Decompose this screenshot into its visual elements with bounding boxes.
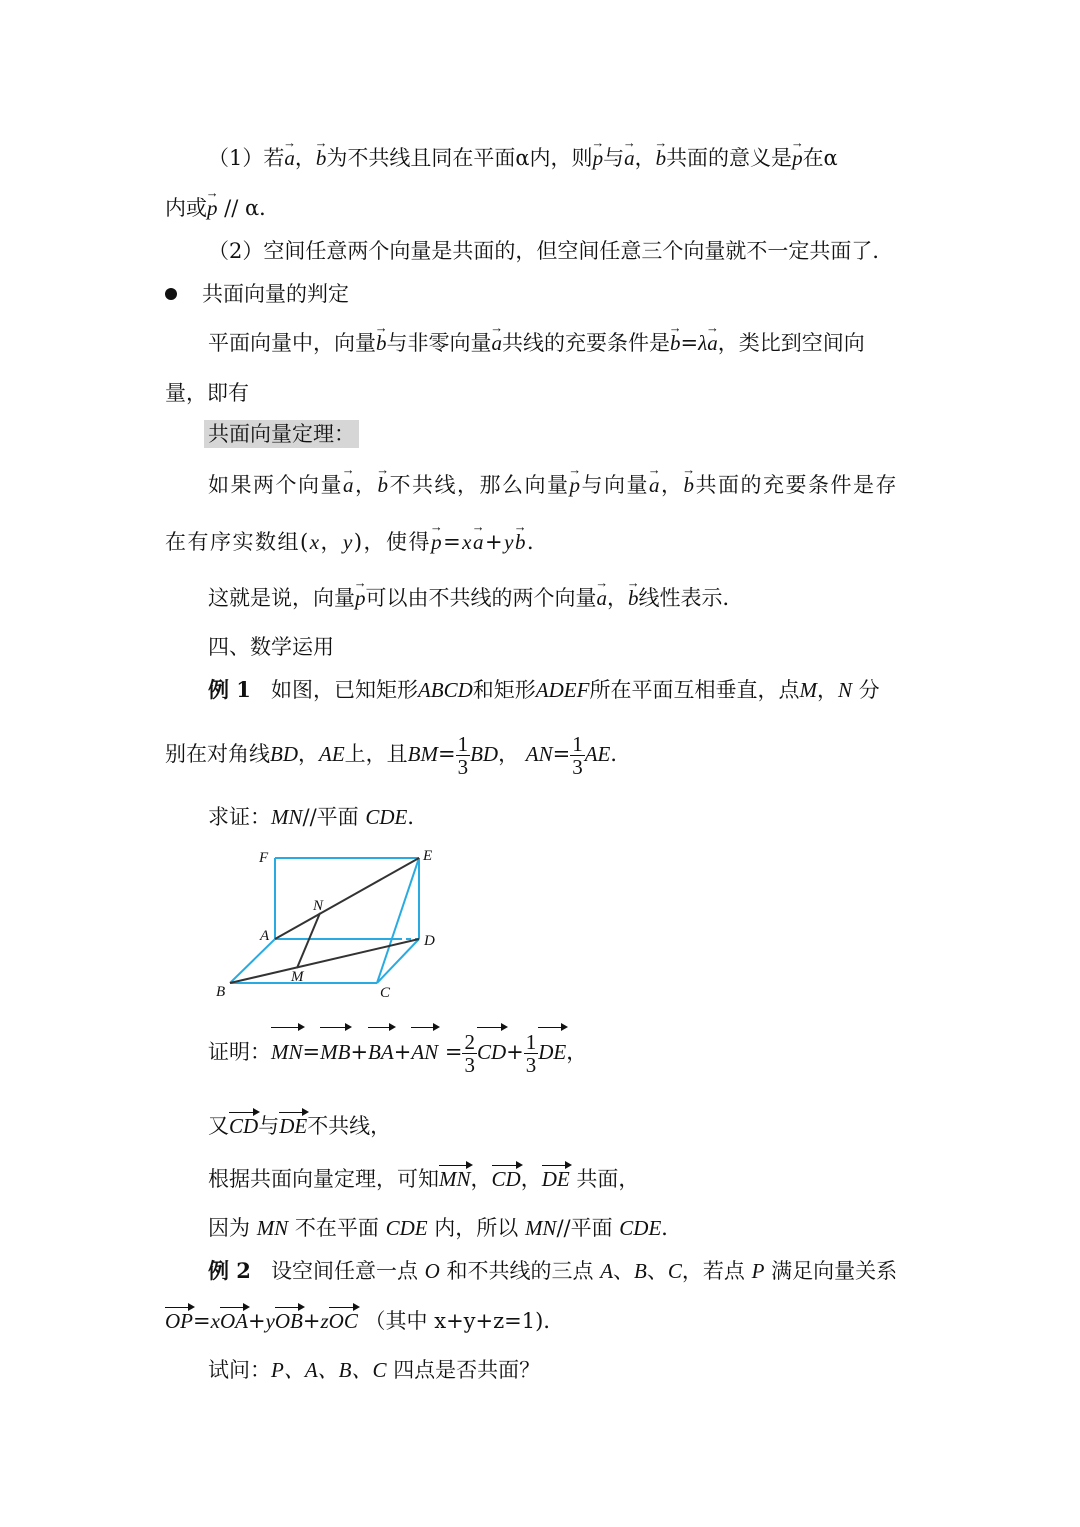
vec-cd: CD [477,1026,506,1078]
theorem-line-1: 如果两个向量→ a，→ b不共线，那么向量→ p与向量→ a，→ b共面的充要条件是存 [208,470,898,500]
parallelogram-abcd [230,858,419,983]
vec-mn: MN [271,1026,303,1078]
vec-cd: CD [229,1111,258,1141]
geometry-figure [212,842,452,1007]
label-b: B [216,984,226,1000]
label-e: E [423,848,433,864]
example2-label: 例 2 [208,1258,251,1283]
theorem-label-highlight: 共面向量定理： [204,420,359,448]
note-2: （2）空间任意两个向量是共面的，但空间任意三个向量就不一定共面了． [208,239,894,263]
fraction-two-thirds: $\frac{2}{3}$ [464,1030,475,1077]
example1-prove: 求证：MN//平面 CDE． [208,805,429,829]
vector-p: → p [207,193,218,223]
bullet-dot [165,288,177,300]
vector-p: → p [570,470,582,500]
vec-oa: OA [220,1306,248,1336]
vector-a: → a [597,583,608,613]
intro-line-2: 量，即有 [165,381,249,405]
vec-an: AN [411,1026,438,1078]
theorem-line-2: 在有序实数组(x，y)，使得→ p=x→ a+y→ b． [165,527,549,557]
example1-line-1: 例 1 如图，已知矩形ABCD和矩形ADEF所在平面互相垂直，点M，N 分 [208,677,880,702]
bullet-title: 共面向量的判定 [202,282,349,306]
vec-cd: CD [492,1164,521,1194]
vec-mn: MN [439,1164,471,1194]
label-d: D [424,933,435,949]
label-n: N [313,898,324,914]
fraction-one-third: $\frac{1}{3}$ [572,732,583,779]
vector-p: → p [593,143,604,173]
vector-a: → a [284,143,295,173]
vector-b: → b [628,583,639,613]
intro-line-1: 平面向量中，向量→ b与非零向量→ a共线的充要条件是→ b=λ→ a，类比到空间向 [208,328,865,358]
vector-b: → b [316,143,327,173]
vec-mb: MB [320,1026,350,1078]
vector-a: → a [624,143,635,173]
example1-label: 例 1 [208,677,251,702]
example1-line-2: 别在对角线BD，AE上，且BM= $\frac{1}{3}$ BD， AN= $\frac{1}{3}$ AE． [165,732,632,779]
note-1-line-1: （1）若→ a，→ b为不共线且同在平面α内，则→ p与→ a，→ b共面的意义是→ p在α [208,143,838,173]
by-theorem-line: 根据共面向量定理，可知MN，CD，DE 共面， [208,1164,639,1194]
vec-ob: OB [275,1306,303,1336]
lambda-symbol: λ [698,331,708,355]
explain-line: 这就是说，向量→ p可以由不共线的两个向量→ a，→ b线性表示． [208,583,744,613]
vector-b: → b [378,470,390,500]
section-heading: 四、数学运用 [208,635,334,659]
because-line: 因为 MN 不在平面 CDE 内，所以 MN//平面 CDE． [208,1216,683,1240]
vec-de: DE [538,1026,566,1078]
vector-p: → p [355,583,366,613]
label-m: M [291,969,304,985]
vector-a: → a [343,470,355,500]
vector-a: → a [492,328,503,358]
vec-de: DE [542,1164,570,1194]
label-a: A [260,928,270,944]
proof-line: 证明：MN=MB+BA+AN = $\frac{2}{3}$ CD+ $\frac{1}{3}$ DE， [208,1026,587,1078]
label-f: F [259,850,269,866]
vec-de: DE [279,1111,307,1141]
vector-b: → b [515,527,527,557]
vector-a: → a [649,470,661,500]
vector-a: → a [473,527,485,557]
fraction-one-third: $\frac{1}{3}$ [457,732,469,779]
example2-line-2: OP=xOA+yOB+zOC （其中 x+y+z=1)． [165,1306,564,1336]
label-c: C [380,985,391,1001]
vec-oc: OC [329,1306,358,1336]
vector-a: → a [707,328,718,358]
note-1-line-2: 内或→ p // α． [165,193,280,223]
vector-b: → b [656,143,667,173]
example2-line-1: 例 2 设空间任意一点 O 和不共线的三点 A、B、C，若点 P 满足向量关系 [208,1258,898,1283]
vector-b: → b [670,328,681,358]
theorem-label [204,419,359,449]
vector-p: → p [792,143,803,173]
example2-question: 试问：P、A、B、C 四点是否共面？ [208,1358,541,1382]
vector-p: → p [431,527,443,557]
vec-ba: BA [368,1026,394,1078]
fraction-one-third: $\frac{1}{3}$ [525,1030,537,1077]
also-line: 又CD与DE不共线， [208,1111,391,1141]
vector-b: → b [376,328,387,358]
vector-b: → b [684,470,696,500]
diagonals [230,858,419,983]
vec-op: OP [165,1306,193,1336]
